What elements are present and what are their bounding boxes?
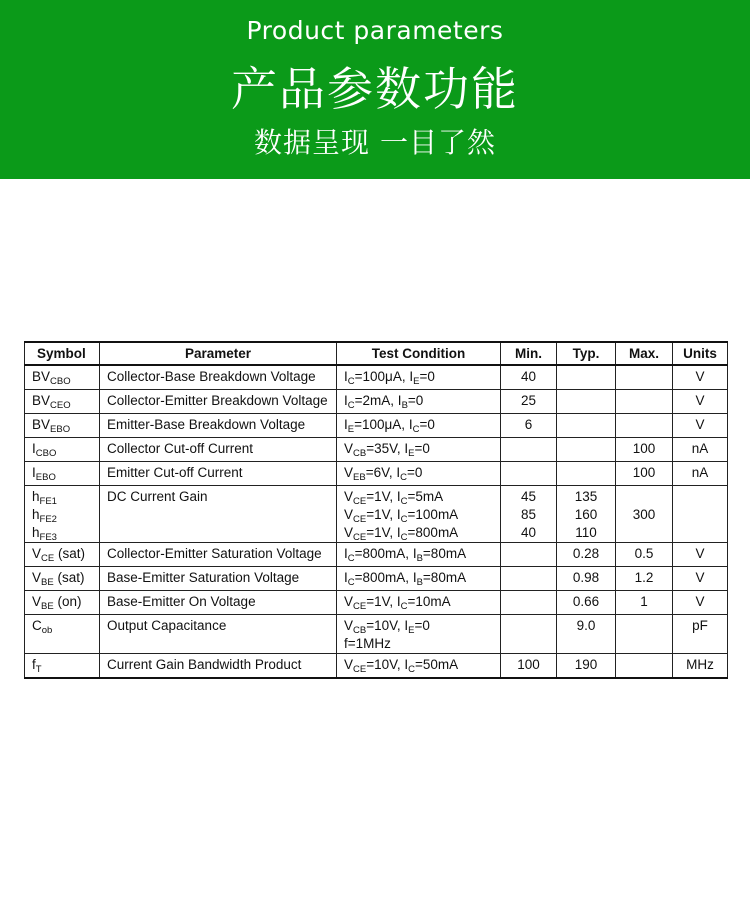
min-value [508,593,549,611]
subscript: E [408,448,415,459]
min-value: 6 [524,417,533,432]
symbol-cell [25,390,100,414]
max-cell [616,615,673,654]
condition-line: $I_C=800mA$, $I_B=80mA$ [344,546,467,564]
parameters-table [24,341,728,679]
symbol-line: $V_{CE}$ (sat) [32,546,85,564]
max-value [623,617,665,635]
header-symbol: Symbol [25,342,100,365]
symbol-line: $I_{CBO}$ [32,441,57,459]
table-row [25,654,728,679]
typ-value [564,440,608,458]
subscript: E [408,625,415,636]
subscript: C [408,664,416,675]
condition-line: $V_{CB}=35V$, $I_E=0$ [344,441,430,459]
symbol-cell [25,462,100,486]
condition-line: $V_{CE}=10V$, $I_C=50mA$ [344,657,459,675]
symbol-cell [25,567,100,591]
symbol-line: $h_{FE2}$ [32,507,57,525]
parameter-cell: Collector-Base Breakdown Voltage [100,365,337,390]
condition-line: $V_{EB}=6V$, $I_C=0$ [344,465,423,483]
subscript: CEO [50,400,71,411]
subscript: C [400,532,408,543]
symbol-line: $V_{BE}$ (sat) [32,570,85,588]
subscript: C [400,472,408,483]
parameter-cell: Collector-Emitter Saturation Voltage [100,543,337,567]
table-row [25,414,728,438]
typ-cell [557,414,616,438]
min-cell [501,462,557,486]
max-cell [616,486,673,543]
symbol-line: $V_{BE}$ (on) [32,594,82,612]
symbol-cell [25,414,100,438]
condition-cell [337,591,501,615]
max-value [623,392,665,410]
symbol-line: $BV_{CBO}$ [32,369,71,387]
symbol-cell [25,654,100,679]
parameter-cell: Output Capacitance [100,615,337,654]
header-test-condition: Test Condition [337,342,501,365]
condition-cell [337,615,501,654]
parameter-cell: Collector-Emitter Breakdown Voltage [100,390,337,414]
max-value: 0.5 [634,546,654,561]
typ-value [564,416,608,434]
table-row [25,390,728,414]
min-value [508,617,549,635]
max-value: 300 [632,507,656,522]
subscript: T [35,664,42,675]
parameter-cell: Base-Emitter On Voltage [100,591,337,615]
subscript: E [347,424,355,435]
min-cell [501,414,557,438]
subscript: FE3 [39,532,57,543]
subscript: C [412,424,420,435]
min-value: 40 [520,369,537,384]
header-max: Max. [616,342,673,365]
header-typ: Typ. [557,342,616,365]
header-banner [0,0,750,179]
units-cell: V [673,543,728,567]
condition-line: $V_{CE}=1V$, $I_C=800mA$ [344,525,459,543]
subscript: C [347,553,355,564]
subscript: C [347,376,355,387]
parameter-cell: Collector Cut-off Current [100,438,337,462]
max-value [623,656,665,674]
symbol-cell [25,486,100,543]
condition-cell [337,438,501,462]
header-parameter: Parameter [100,342,337,365]
min-value: 40 [520,525,537,540]
min-cell [501,438,557,462]
typ-cell [557,615,616,654]
typ-cell [557,591,616,615]
units-cell: V [673,567,728,591]
condition-line: $V_{CE}=1V$, $I_C=10mA$ [344,594,451,612]
condition-cell [337,414,501,438]
symbol-line: $BV_{CEO}$ [32,393,71,411]
table-row [25,615,728,654]
max-value: 1.2 [634,570,654,585]
units-cell: V [673,365,728,390]
symbol-cell [25,615,100,654]
min-cell [501,591,557,615]
subscript: EBO [35,472,56,483]
header-units: Units [673,342,728,365]
subscript: B [401,400,408,411]
subscript: CB [353,448,367,459]
condition-cell [337,486,501,543]
typ-cell [557,390,616,414]
units-cell: V [673,414,728,438]
condition-cell [337,365,501,390]
min-cell [501,567,557,591]
symbol-line: $I_{EBO}$ [32,465,56,483]
condition-line: $V_{CE}=1V$, $I_C=5mA$ [344,489,444,507]
subscript: C [400,514,408,525]
typ-value: 0.28 [572,546,600,561]
typ-value: 9.0 [576,618,596,633]
condition-cell [337,462,501,486]
max-value: 100 [632,441,656,456]
banner-subtitle: 数据呈现 一目了然 [254,126,496,159]
table-body [25,365,728,678]
condition-line: $I_C=100\mu A$, $I_E=0$ [344,369,435,387]
condition-cell [337,567,501,591]
subscript: BE [41,601,54,612]
subscript: C [400,601,408,612]
max-value [623,488,665,506]
typ-value: 135 [574,489,598,504]
table-row [25,486,728,543]
subscript: CBO [50,376,71,387]
typ-value: 0.66 [572,594,600,609]
max-cell [616,365,673,390]
typ-value: 0.98 [572,570,600,585]
min-value [508,440,549,458]
min-value [508,545,549,563]
symbol-line: $BV_{EBO}$ [32,417,71,435]
typ-cell [557,654,616,679]
parameter-cell: Current Gain Bandwidth Product [100,654,337,679]
max-cell [616,414,673,438]
typ-value: 190 [574,657,598,672]
max-cell [616,438,673,462]
symbol-line: $C_{ob}$ [32,618,53,636]
min-cell [501,390,557,414]
max-value: 1 [640,594,648,609]
condition-cell [337,654,501,679]
units-cell: MHz [673,654,728,679]
symbol-cell [25,438,100,462]
header-min: Min. [501,342,557,365]
units-cell [673,486,728,543]
subscript: B [416,577,423,588]
symbol-line: $f_T$ [32,657,42,675]
subscript: E [413,376,420,387]
typ-value [564,464,608,482]
subscript: ob [41,625,53,636]
typ-cell [557,567,616,591]
parameter-cell: DC Current Gain [100,486,337,543]
min-value: 100 [517,657,540,672]
table-row [25,462,728,486]
subscript: CE [353,496,367,507]
units-cell: nA [673,462,728,486]
subscript: CE [353,601,367,612]
parameter-cell: Base-Emitter Saturation Voltage [100,567,337,591]
typ-value [564,368,608,386]
typ-value: 160 [574,507,598,522]
banner-english-title: Product parameters [246,16,504,45]
typ-cell [557,486,616,543]
symbol-line: $h_{FE3}$ [32,525,57,543]
max-cell [616,543,673,567]
min-value: 25 [520,393,537,408]
max-value [623,368,665,386]
max-value [623,416,665,434]
max-cell [616,591,673,615]
subscript: EBO [50,424,71,435]
min-cell [501,654,557,679]
symbol-cell [25,543,100,567]
table-row [25,567,728,591]
table-header-row [25,342,728,365]
subscript: CE [41,553,55,564]
max-value [623,524,665,542]
typ-cell [557,543,616,567]
table-row [25,591,728,615]
subscript: CE [353,514,367,525]
subscript: EB [353,472,366,483]
units-cell: V [673,390,728,414]
condition-line: $I_C=2mA$, $I_B=0$ [344,393,424,411]
symbol-line: $h_{FE1}$ [32,489,57,507]
condition-line: $I_C=800mA$, $I_B=80mA$ [344,570,467,588]
subscript: C [347,400,355,411]
condition-line: $V_{CB}=10V$, $I_E=0$ [344,618,430,636]
symbol-cell [25,365,100,390]
condition-cell [337,390,501,414]
table-row [25,365,728,390]
typ-value [564,392,608,410]
subscript: C [400,496,408,507]
table-row [25,438,728,462]
units-cell: pF [673,615,728,654]
subscript: CE [353,664,367,675]
subscript: FE2 [39,514,57,525]
typ-cell [557,438,616,462]
subscript: FE1 [39,496,57,507]
min-value [508,569,549,587]
condition-cell [337,543,501,567]
parameter-cell: Emitter Cut-off Current [100,462,337,486]
typ-value: 110 [575,525,597,540]
max-cell [616,654,673,679]
max-cell [616,462,673,486]
symbol-cell [25,591,100,615]
condition-line: $I_E=100\mu A$, $I_C=0$ [344,417,435,435]
min-cell [501,365,557,390]
parameter-cell: Emitter-Base Breakdown Voltage [100,414,337,438]
condition-line: $V_{CE}=1V$, $I_C=100mA$ [344,507,459,525]
subscript: BE [41,577,54,588]
max-cell [616,567,673,591]
table-row [25,543,728,567]
typ-cell [557,365,616,390]
min-cell [501,615,557,654]
units-cell: V [673,591,728,615]
min-cell [501,486,557,543]
subscript: CE [353,532,367,543]
max-value: 100 [632,465,656,480]
units-cell: nA [673,438,728,462]
min-value: 85 [520,507,537,522]
subscript: CB [353,625,367,636]
subscript: CBO [35,448,57,459]
subscript: B [416,553,423,564]
typ-cell [557,462,616,486]
min-cell [501,543,557,567]
banner-title: 产品参数功能 [231,62,519,116]
min-value: 45 [520,489,537,504]
min-value [508,464,549,482]
subscript: C [347,577,355,588]
condition-line: f=1MHz [344,636,391,651]
max-cell [616,390,673,414]
